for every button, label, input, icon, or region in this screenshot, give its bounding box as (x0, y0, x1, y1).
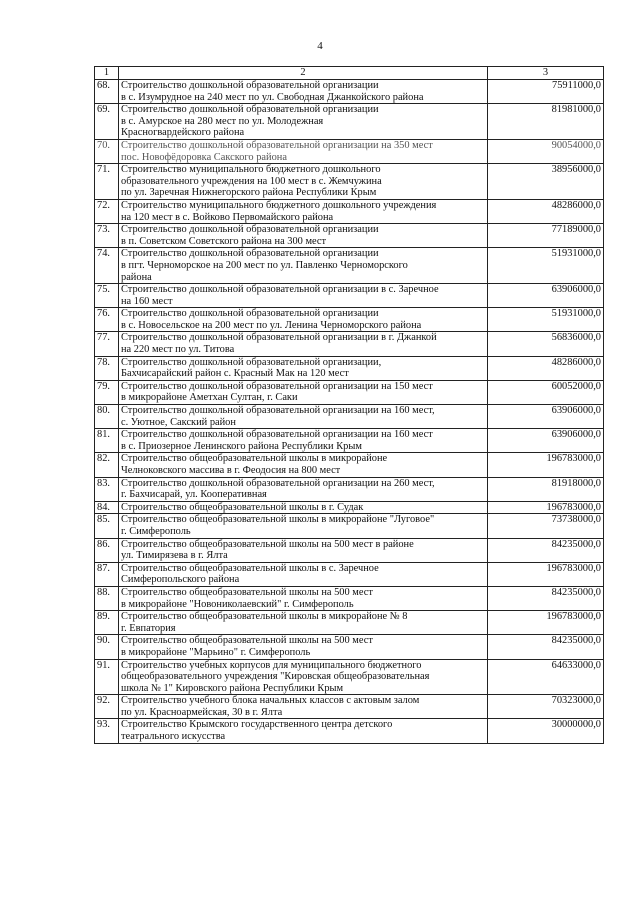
row-amount: 30000000,0 (488, 719, 604, 743)
row-description: Строительство муниципального бюджетного дошкольного учреждения на 120 мест в с. Войково Первомайского района (119, 199, 488, 223)
row-number: 81. (95, 429, 119, 453)
row-number: 72. (95, 199, 119, 223)
table-row (95, 514, 604, 538)
row-amount: 81981000,0 (488, 104, 604, 140)
row-description: Строительство общеобразовательной школы в микрорайоне "Луговое" г. Симферополь (119, 514, 488, 538)
row-amount: 84235000,0 (488, 635, 604, 659)
table-row (95, 611, 604, 635)
row-amount: 196783000,0 (488, 453, 604, 477)
row-description: Строительство дошкольной образовательной организации, Бахчисарайский район с. Красный Мак на 120 мест (119, 356, 488, 380)
row-description: Строительство дошкольной образовательной организации на 160 мест в с. Приозерное Ленинского района Республики Крым (119, 429, 488, 453)
row-number: 69. (95, 104, 119, 140)
row-number: 89. (95, 611, 119, 635)
table-row (95, 332, 604, 356)
row-number: 92. (95, 695, 119, 719)
header-col-1: 1 (95, 67, 119, 80)
row-number: 82. (95, 453, 119, 477)
table-row (95, 635, 604, 659)
row-description: Строительство дошкольной образовательной организации в с. Новосельское на 200 мест по ул. Ленина Черноморского района (119, 308, 488, 332)
row-amount: 70323000,0 (488, 695, 604, 719)
table-row (95, 248, 604, 284)
row-number: 85. (95, 514, 119, 538)
row-description: Строительство общеобразовательной школы на 500 мест в микрорайоне "Новониколаевский" г. Симферополь (119, 586, 488, 610)
row-amount: 75911000,0 (488, 80, 604, 104)
row-description: Строительство дошкольной образовательной организации на 350 мест пос. Новофёдоровка Сакского района (119, 139, 488, 163)
header-col-2: 2 (119, 67, 488, 80)
row-number: 77. (95, 332, 119, 356)
table-row (95, 284, 604, 308)
page-number: 4 (317, 40, 323, 52)
table-row (95, 562, 604, 586)
row-description: Строительство дошкольной образовательной организации в с. Изумрудное на 240 мест по ул. Свободная Джанкойского района (119, 80, 488, 104)
row-amount: 81918000,0 (488, 477, 604, 501)
table-row (95, 586, 604, 610)
row-amount: 84235000,0 (488, 586, 604, 610)
table-row (95, 380, 604, 404)
table-row (95, 659, 604, 695)
table-row (95, 80, 604, 104)
row-number: 79. (95, 380, 119, 404)
row-amount: 196783000,0 (488, 611, 604, 635)
table-row (95, 164, 604, 200)
row-amount: 90054000,0 (488, 139, 604, 163)
table-row (95, 405, 604, 429)
row-amount: 60052000,0 (488, 380, 604, 404)
row-description: Строительство дошкольной образовательной организации в г. Джанкой на 220 мест по ул. Титова (119, 332, 488, 356)
row-amount: 48286000,0 (488, 356, 604, 380)
row-amount: 84235000,0 (488, 538, 604, 562)
row-description: Строительство дошкольной образовательной организации в п. Советском Советского района на 300 мест (119, 224, 488, 248)
row-description: Строительство учебных корпусов для муниципального бюджетного общеобразовательного учреждения "Кировская общеобразовательная школа № 1" Кировского района Республики Крым (119, 659, 488, 695)
row-number: 70. (95, 139, 119, 163)
row-number: 73. (95, 224, 119, 248)
row-description: Строительство общеобразовательной школы в микрорайоне Челноковского массива в г. Феодосия на 800 мест (119, 453, 488, 477)
row-amount: 48286000,0 (488, 199, 604, 223)
row-description: Строительство общеобразовательной школы на 500 мест в районе ул. Тимирязева в г. Ялта (119, 538, 488, 562)
row-description: Строительство дошкольной образовательной организации на 160 мест, с. Уютное, Сакский район (119, 405, 488, 429)
row-amount: 77189000,0 (488, 224, 604, 248)
table-row (95, 199, 604, 223)
row-number: 83. (95, 477, 119, 501)
row-description: Строительство Крымского государственного центра детского театрального искусства (119, 719, 488, 743)
row-number: 71. (95, 164, 119, 200)
row-description: Строительство муниципального бюджетного дошкольного образовательного учреждения на 100 мест в с. Жемчужина по ул. Заречная Нижнегорского района Республики Крым (119, 164, 488, 200)
header-col-3: 3 (488, 67, 604, 80)
row-number: 76. (95, 308, 119, 332)
table-row (95, 538, 604, 562)
row-amount: 56836000,0 (488, 332, 604, 356)
row-description: Строительство общеобразовательной школы в с. Заречное Симферопольского района (119, 562, 488, 586)
row-amount: 51931000,0 (488, 308, 604, 332)
row-number: 84. (95, 501, 119, 514)
row-amount: 196783000,0 (488, 562, 604, 586)
row-amount: 73738000,0 (488, 514, 604, 538)
row-number: 80. (95, 405, 119, 429)
row-amount: 38956000,0 (488, 164, 604, 200)
row-description: Строительство общеобразовательной школы на 500 мест в микрорайоне "Марьино" г. Симферополь (119, 635, 488, 659)
row-description: Строительство дошкольной образовательной организации на 260 мест, г. Бахчисарай, ул. Кооперативная (119, 477, 488, 501)
table-row (95, 224, 604, 248)
row-amount: 63906000,0 (488, 405, 604, 429)
row-amount: 63906000,0 (488, 429, 604, 453)
table-row (95, 719, 604, 743)
row-description: Строительство учебного блока начальных классов с актовым залом по ул. Красноармейская, 30 в г. Ялта (119, 695, 488, 719)
row-amount: 63906000,0 (488, 284, 604, 308)
row-number: 90. (95, 635, 119, 659)
table-header-row (95, 67, 604, 80)
row-amount: 196783000,0 (488, 501, 604, 514)
table-row (95, 501, 604, 514)
row-number: 93. (95, 719, 119, 743)
row-number: 75. (95, 284, 119, 308)
row-number: 78. (95, 356, 119, 380)
row-description: Строительство дошкольной образовательной организации на 150 мест в микрорайоне Аметхан Султан, г. Саки (119, 380, 488, 404)
table-row (95, 429, 604, 453)
row-number: 68. (95, 80, 119, 104)
row-amount: 64633000,0 (488, 659, 604, 695)
table-row (95, 477, 604, 501)
row-number: 91. (95, 659, 119, 695)
table-row (95, 356, 604, 380)
row-number: 74. (95, 248, 119, 284)
row-amount: 51931000,0 (488, 248, 604, 284)
row-number: 88. (95, 586, 119, 610)
table-row (95, 104, 604, 140)
table-row (95, 308, 604, 332)
row-description: Строительство дошкольной образовательной организации в с. Амурское на 280 мест по ул. Молодежная Красногвардейского района (119, 104, 488, 140)
row-number: 86. (95, 538, 119, 562)
table-row (95, 139, 604, 163)
table-row (95, 695, 604, 719)
row-description: Строительство общеобразовательной школы в г. Судак (119, 501, 488, 514)
row-number: 87. (95, 562, 119, 586)
row-description: Строительство общеобразовательной школы в микрорайоне № 8 г. Евпатория (119, 611, 488, 635)
budget-table (94, 66, 604, 744)
row-description: Строительство дошкольной образовательной организации в пгт. Черноморское на 200 мест по ул. Павленко Черноморского района (119, 248, 488, 284)
row-description: Строительство дошкольной образовательной организации в с. Заречное на 160 мест (119, 284, 488, 308)
table-row (95, 453, 604, 477)
table-body (95, 67, 604, 744)
